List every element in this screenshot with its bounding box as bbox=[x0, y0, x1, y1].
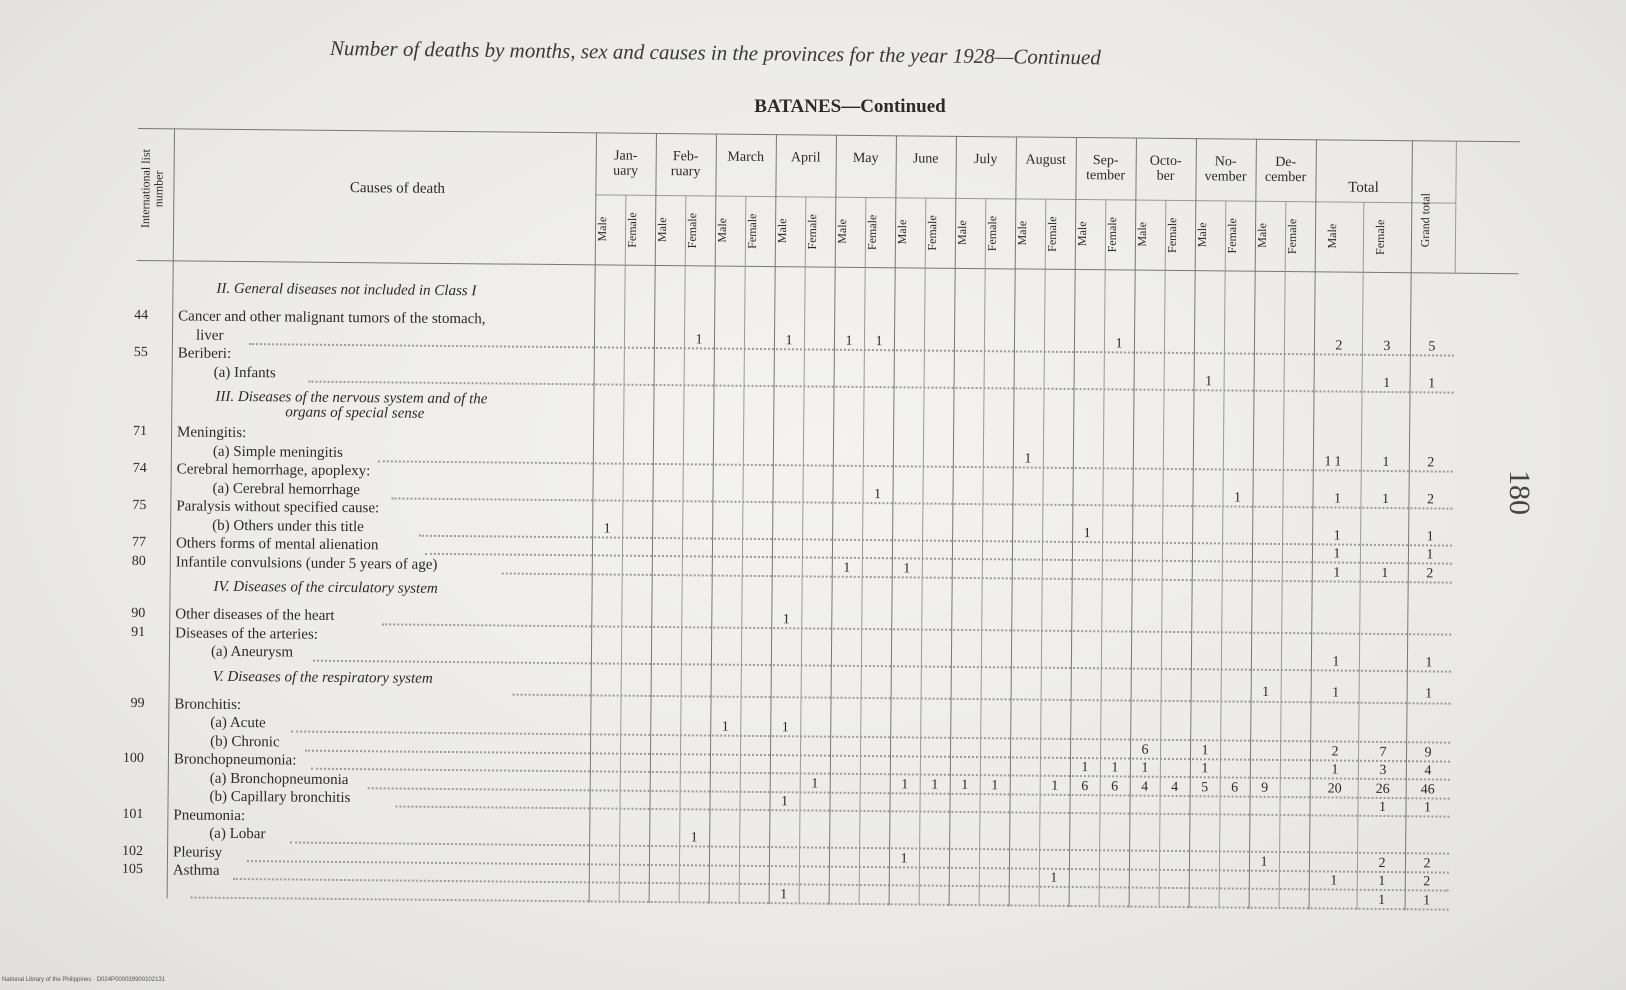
cause-label: (a) Acute bbox=[210, 714, 266, 732]
section-heading: III. Diseases of the nervous system and of the bbox=[215, 388, 488, 408]
column-rule bbox=[739, 196, 747, 904]
cause-label: Cancer and other malignant tumors of the stomach, bbox=[178, 308, 486, 328]
data-cell: 1 bbox=[780, 794, 789, 810]
data-cell: 1 bbox=[1050, 870, 1058, 886]
list-number: 102 bbox=[121, 843, 144, 859]
total-male-cell: 1 bbox=[1333, 546, 1341, 562]
data-cell: 1 bbox=[690, 830, 698, 846]
cause-label: (a) Bronchopneumonia bbox=[209, 770, 349, 788]
total-female-cell: 1 bbox=[1378, 873, 1386, 890]
grand-total-cell: 1 bbox=[1425, 685, 1433, 701]
cause-label: Paralysis without specified cause: bbox=[176, 498, 380, 517]
list-number: 105 bbox=[121, 861, 143, 878]
data-cell: 1 bbox=[1324, 453, 1332, 469]
female-subheader: Female bbox=[1284, 218, 1300, 254]
total-male-cell: 1 bbox=[1333, 490, 1342, 507]
data-cell: 1 bbox=[1081, 760, 1089, 776]
female-subheader: Female bbox=[1224, 217, 1240, 254]
data-cell: 1 bbox=[961, 777, 969, 793]
section-subtitle: BATANES—Continued bbox=[754, 96, 946, 117]
cause-label: Meningitis: bbox=[177, 424, 247, 442]
female-subheader: Female bbox=[744, 213, 760, 249]
month-header: No- vember bbox=[1204, 154, 1247, 185]
cause-label: Cerebral hemorrhage, apoplexy: bbox=[176, 461, 371, 480]
list-number: 90 bbox=[131, 605, 146, 622]
data-cell: 1 bbox=[721, 719, 729, 735]
total-male-cell: 2 bbox=[1335, 338, 1343, 354]
data-cell: 1 bbox=[845, 333, 853, 349]
column-rule bbox=[979, 198, 987, 906]
month-header: August bbox=[1025, 152, 1067, 168]
total-male-cell: 1 bbox=[1331, 762, 1339, 778]
cause-label: Bronchitis: bbox=[174, 695, 242, 713]
grand-total-cell: 1 bbox=[1426, 547, 1434, 563]
total-female-cell: 7 bbox=[1379, 744, 1387, 760]
column-rule bbox=[1099, 199, 1107, 907]
data-cell: 1 bbox=[781, 720, 789, 736]
data-cell: 1 bbox=[1111, 760, 1119, 776]
cause-label: Pneumonia: bbox=[173, 806, 246, 824]
list-number: 55 bbox=[133, 344, 148, 361]
leader-dots bbox=[305, 749, 1450, 762]
total-male-cell: 1 bbox=[1333, 564, 1341, 581]
total-male-cell: 1 bbox=[1332, 654, 1340, 670]
male-subheader: Male bbox=[654, 217, 670, 243]
cause-label: (b) Others under this title bbox=[212, 517, 364, 535]
total-male-cell: 1 bbox=[1333, 527, 1341, 544]
leader-dots bbox=[419, 534, 1452, 546]
month-header: April bbox=[790, 150, 821, 166]
month-header: De- cember bbox=[1264, 154, 1307, 186]
female-subheader: Female bbox=[1044, 216, 1060, 252]
column-rule bbox=[1279, 201, 1287, 909]
data-cell: 1 bbox=[901, 776, 909, 792]
data-cell: 1 bbox=[782, 612, 790, 628]
total-female-cell: 1 bbox=[1378, 892, 1386, 908]
data-cell: 1 bbox=[1262, 684, 1270, 700]
data-cell: 6 bbox=[1141, 742, 1149, 758]
male-subheader: Male bbox=[954, 220, 970, 246]
list-number: 101 bbox=[122, 806, 144, 822]
male-subheader: Male bbox=[774, 218, 790, 244]
female-subheader: Female bbox=[984, 215, 1000, 251]
cause-label: Beriberi: bbox=[177, 345, 232, 362]
grand-total-cell: 9 bbox=[1424, 744, 1432, 760]
mortality-table bbox=[121, 128, 1520, 921]
total-male-cell: 1 bbox=[1334, 453, 1342, 470]
total-female-cell: 2 bbox=[1378, 855, 1386, 871]
scan-footer: National Library of the Philippines · D024P000039900102131 bbox=[2, 977, 166, 983]
total-female-cell: 1 bbox=[1378, 799, 1387, 816]
list-number: 91 bbox=[131, 624, 146, 640]
male-subheader: Male bbox=[714, 218, 730, 244]
data-cell: 6 bbox=[1231, 780, 1239, 796]
female-subheader: Female bbox=[924, 214, 940, 251]
data-cell: 9 bbox=[1261, 780, 1269, 796]
leader-dots bbox=[502, 572, 1452, 583]
grand-total-cell: 1 bbox=[1423, 892, 1431, 908]
cause-label: Pleurisy bbox=[172, 843, 223, 861]
total-male-cell: 2 bbox=[1331, 743, 1339, 760]
list-number: 80 bbox=[131, 553, 146, 569]
grand-total-cell: 2 bbox=[1427, 454, 1435, 470]
total-female-subheader: Female bbox=[1372, 219, 1388, 255]
total-female-cell: 1 bbox=[1381, 565, 1389, 581]
data-cell: 1 bbox=[811, 775, 819, 792]
female-subheader: Female bbox=[804, 213, 820, 250]
month-header: Octo- ber bbox=[1149, 153, 1182, 184]
data-cell: 1 bbox=[1260, 854, 1268, 870]
leader-dots bbox=[191, 896, 1449, 910]
month-header: Sep- tember bbox=[1086, 153, 1126, 184]
data-cell: 1 bbox=[1024, 451, 1032, 467]
section-heading-continued: organs of special sense bbox=[285, 404, 425, 422]
data-cell: 1 bbox=[603, 520, 611, 537]
cause-label: Other diseases of the heart bbox=[175, 606, 335, 624]
header-top-rule bbox=[138, 128, 1520, 142]
male-subheader: Male bbox=[1074, 221, 1090, 247]
female-subheader: Female bbox=[1164, 217, 1180, 253]
cause-label: Infantile convulsions (under 5 years of age) bbox=[175, 553, 438, 573]
cause-label: (a) Aneurysm bbox=[210, 643, 294, 661]
cause-label: (a) Cerebral hemorrhage bbox=[212, 480, 361, 498]
intl-list-number-header: International list number bbox=[138, 149, 166, 229]
column-rule bbox=[1039, 199, 1047, 907]
column-rule bbox=[679, 195, 687, 903]
data-cell: 1 bbox=[903, 560, 911, 576]
total-female-cell: 3 bbox=[1379, 762, 1387, 779]
section-heading: V. Diseases of the respiratory system bbox=[212, 668, 433, 687]
column-rule bbox=[859, 197, 867, 905]
list-number: 71 bbox=[133, 423, 148, 440]
data-cell: 6 bbox=[1111, 778, 1119, 794]
total-header: Total bbox=[1348, 179, 1379, 196]
total-female-cell: 1 bbox=[1382, 454, 1390, 470]
data-cell: 1 bbox=[1201, 742, 1209, 758]
data-cell: 1 bbox=[1141, 760, 1149, 776]
female-subheader: Female bbox=[864, 214, 880, 250]
grand-total-header: Grand total bbox=[1417, 193, 1433, 248]
total-female-cell: 1 bbox=[1383, 375, 1391, 391]
data-cell: 1 bbox=[785, 332, 793, 348]
grand-total-cell: 2 bbox=[1426, 565, 1434, 581]
total-male-subheader: Male bbox=[1324, 224, 1340, 249]
grand-total-cell: 2 bbox=[1423, 874, 1431, 890]
cause-label: Others forms of mental alienation bbox=[175, 535, 379, 554]
female-subheader: Female bbox=[684, 212, 700, 249]
page-number: 180 bbox=[1503, 470, 1536, 515]
list-number: 44 bbox=[134, 307, 149, 324]
male-subheader: Male bbox=[894, 219, 910, 245]
female-subheader: Female bbox=[624, 212, 640, 248]
male-subheader: Male bbox=[1134, 222, 1150, 248]
data-cell: 1 bbox=[843, 560, 851, 576]
column-rule bbox=[1455, 141, 1457, 273]
column-rule bbox=[919, 198, 927, 906]
male-subheader: Male bbox=[1014, 221, 1030, 246]
data-cell: 1 bbox=[1205, 373, 1213, 389]
grand-total-cell: 2 bbox=[1423, 855, 1431, 871]
data-cell: 1 bbox=[695, 331, 703, 347]
data-cell: 4 bbox=[1141, 779, 1149, 795]
list-number: 77 bbox=[131, 534, 147, 551]
data-cell: 1 bbox=[875, 333, 883, 349]
grand-total-cell: 4 bbox=[1424, 763, 1432, 779]
grand-total-cell: 1 bbox=[1428, 375, 1436, 391]
leader-dots bbox=[291, 730, 1450, 743]
data-cell: 4 bbox=[1171, 779, 1179, 795]
causes-of-death-header: Causes of death bbox=[349, 180, 445, 197]
page-title: Number of deaths by months, sex and causes in the provinces for the year 1928—Continued bbox=[329, 36, 1101, 70]
column-rule bbox=[1159, 200, 1167, 908]
list-number: 99 bbox=[130, 695, 145, 711]
data-cell: 6 bbox=[1081, 778, 1089, 794]
data-cell: 1 bbox=[1233, 490, 1242, 506]
total-male-cell: 20 bbox=[1327, 780, 1342, 797]
data-cell: 1 bbox=[1051, 778, 1059, 794]
data-cell: 1 bbox=[780, 886, 788, 902]
column-rule bbox=[1357, 202, 1365, 910]
male-subheader: Male bbox=[594, 217, 610, 242]
month-header: Jan- uary bbox=[613, 148, 639, 179]
male-subheader: Male bbox=[834, 219, 850, 245]
cause-label: (a) Lobar bbox=[209, 825, 266, 843]
data-cell: 1 bbox=[900, 850, 908, 866]
cause-label: (b) Capillary bronchitis bbox=[209, 788, 351, 807]
leader-dots bbox=[382, 623, 1451, 635]
grand-total-cell: 2 bbox=[1426, 491, 1435, 507]
month-header: May bbox=[852, 150, 879, 167]
grand-total-cell: 1 bbox=[1425, 655, 1433, 671]
grand-total-cell: 46 bbox=[1420, 781, 1435, 797]
data-cell: 1 bbox=[931, 777, 939, 793]
male-subheader: Male bbox=[1194, 222, 1210, 248]
month-header: March bbox=[727, 149, 765, 166]
data-cell: 1 bbox=[873, 486, 882, 502]
total-male-cell: 1 bbox=[1330, 873, 1338, 889]
column-rule bbox=[589, 132, 597, 902]
male-subheader: Male bbox=[1254, 223, 1270, 249]
leader-dots bbox=[290, 841, 1449, 854]
section-heading: IV. Diseases of the circulatory system bbox=[213, 578, 438, 597]
total-female-cell: 3 bbox=[1383, 338, 1391, 354]
grand-total-cell: 1 bbox=[1426, 528, 1434, 544]
cause-label: (b) Chronic bbox=[210, 733, 280, 750]
data-cell: 5 bbox=[1201, 779, 1209, 795]
total-male-cell: 1 bbox=[1332, 684, 1340, 701]
data-cell: 1 bbox=[991, 777, 999, 793]
female-subheader: Female bbox=[1104, 216, 1120, 253]
cause-label: liver bbox=[195, 327, 224, 344]
data-cell: 1 bbox=[1201, 761, 1209, 777]
cause-label: Diseases of the arteries: bbox=[175, 624, 319, 643]
section-heading: II. General diseases not included in Class I bbox=[216, 280, 477, 300]
column-rule bbox=[1219, 200, 1227, 908]
data-cell: 1 bbox=[1115, 335, 1123, 351]
month-header: Feb- ruary bbox=[670, 149, 701, 180]
total-female-cell: 26 bbox=[1375, 781, 1390, 797]
column-rule bbox=[619, 195, 627, 903]
month-header: June bbox=[912, 151, 939, 167]
leader-dots bbox=[395, 806, 1449, 818]
month-header: July bbox=[973, 152, 998, 168]
grand-total-cell: 5 bbox=[1428, 338, 1436, 354]
list-number: 74 bbox=[132, 460, 147, 477]
leader-dots bbox=[425, 553, 1452, 565]
cause-label: Bronchopneumonia: bbox=[173, 751, 297, 769]
total-female-cell: 1 bbox=[1381, 491, 1390, 507]
grand-total-cell: 1 bbox=[1423, 800, 1432, 816]
cause-label: (a) Simple meningitis bbox=[212, 443, 343, 461]
leader-dots bbox=[378, 460, 1453, 472]
list-number: 100 bbox=[122, 750, 145, 767]
cause-label: (a) Infants bbox=[213, 364, 276, 381]
column-rule bbox=[799, 196, 807, 904]
leader-dots bbox=[233, 878, 1449, 892]
data-cell: 1 bbox=[1083, 525, 1091, 541]
cause-label: Asthma bbox=[172, 862, 220, 879]
list-number: 75 bbox=[132, 497, 147, 514]
